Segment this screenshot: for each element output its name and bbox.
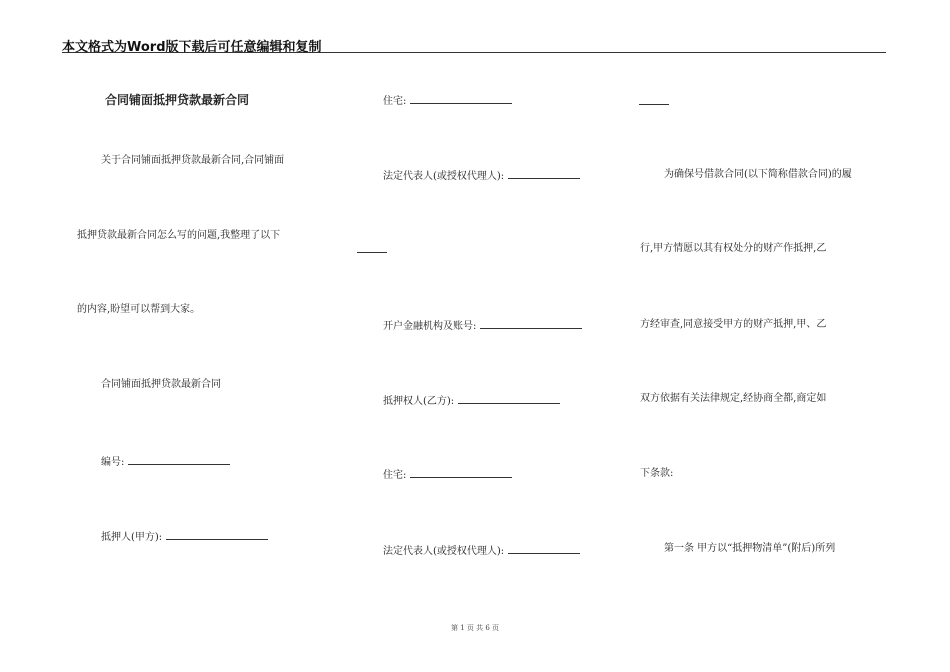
intro-line-1: 关于合同铺面抵押贷款最新合同,合同铺面 <box>101 155 285 166</box>
intro-line-3: 的内容,盼望可以帮到大家。 <box>77 304 201 315</box>
mortgagor-label: 抵押人(甲方): <box>101 532 163 543</box>
clause-line-2: 行,甲方情愿以其有权处分的财产作抵押,乙 <box>640 243 827 254</box>
legal-rep-1-label: 法定代表人(或授权代理人): <box>383 171 505 182</box>
contract-number-label: 编号: <box>101 457 125 468</box>
mortgagor-field <box>101 529 268 545</box>
legal-rep-2-blank <box>508 543 580 554</box>
page-number: 第 1 页 共 6 页 <box>450 624 500 632</box>
col3-leading-blank <box>639 104 669 105</box>
bank-account-blank <box>480 318 582 329</box>
header-divider <box>62 52 886 53</box>
bank-account-label: 开户金融机构及账号: <box>383 321 477 332</box>
clause-line-3: 方经审查,同意接受甲方的财产抵押,甲、乙 <box>640 319 827 330</box>
address-1-field <box>383 93 512 109</box>
legal-rep-2-field <box>383 543 580 559</box>
document-banner: 本文格式为Word版下载后可任意编辑和复制 <box>62 40 322 55</box>
intro-line-2: 抵押贷款最新合同怎么写的问题,我整理了以下 <box>77 230 281 241</box>
bank-account-field <box>383 318 582 334</box>
address-2-field <box>383 467 512 483</box>
clause-line-1: 为确保号借款合同(以下简称借款合同)的履 <box>664 169 852 180</box>
contract-number-blank <box>128 454 230 465</box>
clause-line-5: 下条款: <box>640 468 674 479</box>
legal-rep-1-field <box>383 168 580 184</box>
contract-subtitle: 合同铺面抵押贷款最新合同 <box>101 379 221 390</box>
clause-line-4: 双方依据有关法律规定,经协商全都,商定如 <box>640 393 827 404</box>
legal-rep-2-label: 法定代表人(或授权代理人): <box>383 546 505 557</box>
document-title: 合同铺面抵押贷款最新合同 <box>105 93 250 107</box>
legal-rep-1-blank <box>508 168 580 179</box>
contract-number-field <box>101 454 230 470</box>
address-2-blank <box>410 467 512 478</box>
mortgagee-field <box>383 393 560 409</box>
address-1-label: 住宅: <box>383 96 407 107</box>
mortgagee-blank <box>458 393 560 404</box>
address-1-blank <box>410 93 512 104</box>
mortgagee-label: 抵押权人(乙方): <box>383 396 455 407</box>
mortgagor-blank <box>166 529 268 540</box>
legal-rep-1-blank-continued <box>357 252 387 253</box>
address-2-label: 住宅: <box>383 470 407 481</box>
article-one-line: 第一条 甲方以“抵押物清单”(附后)所列 <box>664 543 836 554</box>
